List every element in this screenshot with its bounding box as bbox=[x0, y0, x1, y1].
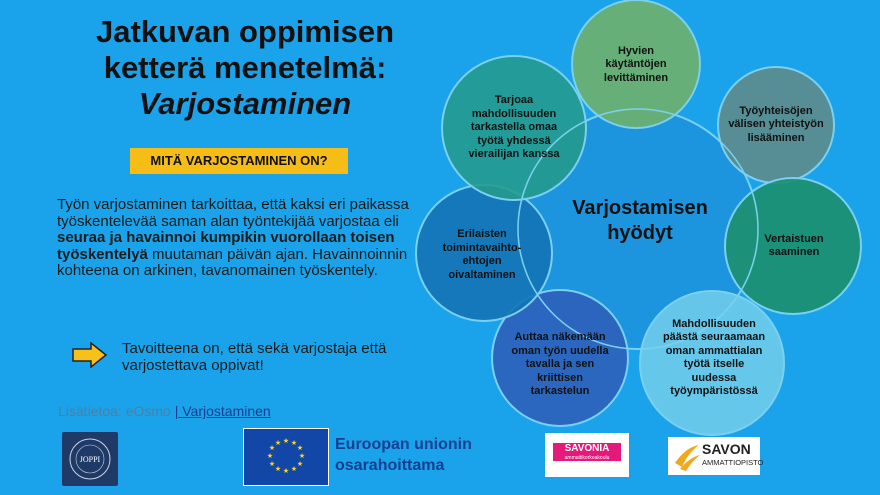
svg-text:★: ★ bbox=[290, 439, 298, 447]
eu-funding-text bbox=[335, 434, 472, 476]
svg-text:★: ★ bbox=[268, 444, 276, 452]
benefit-text-2: Työyhteisöjen välisen yhteistyön lisääminen bbox=[728, 104, 824, 144]
svg-text:★: ★ bbox=[274, 439, 282, 447]
savonia-name: SAVONIA bbox=[564, 443, 610, 454]
varjostaminen-link[interactable]: | Varjostaminen bbox=[174, 403, 271, 419]
eu-flag bbox=[243, 428, 329, 486]
benefit-text-5: Auttaa näkemään oman työn uudella tavalla ja sen kriittisen tarkastelun bbox=[511, 331, 609, 398]
eu-text-line-2: osarahoittama bbox=[335, 457, 445, 474]
paragraph-bold: seuraa ja havainnoi kumpikin vuorollaan toisen työskentelyä bbox=[57, 229, 395, 263]
diagram-center-label: Varjostamisen hyödyt bbox=[572, 197, 708, 244]
goal-text: Tavoitteena on, että sekä varjostaja että varjostettava oppivat! bbox=[122, 340, 387, 374]
benefit-text-6: Erilaisten toimintavaihto-ehtojen oivaltaminen bbox=[442, 228, 522, 281]
paragraph-part-1: Työn varjostaminen tarkoittaa, että kaksi eri paikassa työskentelevää saman alan työntekijää varjostaa eli bbox=[57, 196, 409, 230]
benefit-text-7: Tarjoaa mahdollisuuden tarkastella omaa työtä yhdessä vierailijan kanssa bbox=[468, 94, 560, 161]
benefit-text-3: Vertaistuen saaminen bbox=[764, 232, 824, 258]
more-info-prefix: Lisätietoa: eOsmo bbox=[58, 403, 175, 419]
svg-text:★: ★ bbox=[290, 465, 298, 473]
joppi-emblem-icon bbox=[62, 432, 118, 486]
joppi-logo bbox=[62, 432, 118, 486]
eu-text-line-1: Euroopan unionin bbox=[335, 436, 472, 453]
savon-name: SAVON bbox=[702, 441, 751, 457]
savon-sub: AMMATTIOPISTO bbox=[702, 458, 764, 467]
benefit-text-4: Mahdollisuuden päästä seuraamaan oman ammattialan työtä itselle uudessa työympäristössä bbox=[662, 317, 766, 397]
savon-logo bbox=[668, 437, 764, 475]
svg-text:★: ★ bbox=[296, 444, 304, 452]
svg-text:★: ★ bbox=[268, 460, 276, 468]
benefit-text-1: Hyvien käytäntöjen levittäminen bbox=[603, 44, 669, 84]
savonia-sub: ammattikorkeakoulu bbox=[564, 455, 610, 461]
svg-text:★: ★ bbox=[266, 452, 274, 460]
savon-emblem-icon bbox=[672, 437, 702, 475]
paragraph-part-2: muutaman päivän ajan. Havainnoinnin kohteena on arkinen, tavanomainen työskentely. bbox=[57, 245, 408, 279]
section-badge: MITÄ VARJOSTAMINEN ON? bbox=[130, 148, 348, 174]
title-line-1: Jatkuvan oppimisen bbox=[95, 14, 395, 49]
savonia-logo bbox=[545, 433, 629, 477]
title-line-2: ketterä menetelmä: bbox=[103, 50, 387, 85]
savonia-mark bbox=[553, 443, 621, 461]
svg-text:★: ★ bbox=[298, 452, 306, 460]
svg-text:★: ★ bbox=[282, 467, 290, 475]
joppi-label: JOPPI bbox=[79, 455, 101, 464]
svg-text:★: ★ bbox=[274, 465, 282, 473]
eu-stars-icon bbox=[244, 429, 328, 485]
svg-text:★: ★ bbox=[282, 437, 290, 445]
svg-text:★: ★ bbox=[296, 460, 304, 468]
title-line-3: Varjostaminen bbox=[138, 86, 352, 121]
